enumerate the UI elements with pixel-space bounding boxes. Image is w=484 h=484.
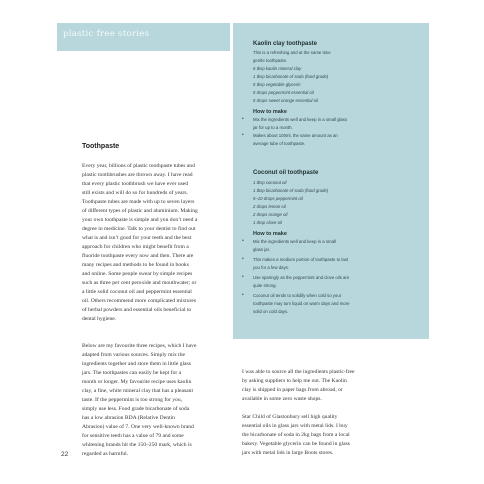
section-title: Toothpaste: [82, 143, 120, 150]
step-line: Mix the ingredients well and keep in a small glass: [253, 117, 348, 122]
body-line: jars. The toothpastes can easily be kept for a: [82, 370, 182, 376]
body-line: Toothpaste tubes are made with up to seven layers: [82, 199, 195, 205]
body-line: simply use less. Food grade bicarbonate of soda: [82, 406, 190, 412]
body-line: of herbal powders and essential oils beneficial to: [82, 307, 192, 313]
step-line: This makes a medium portion of toothpaste to last: [253, 257, 349, 262]
body-line: essential oils in glass jars with metal lids. I buy: [242, 423, 348, 429]
body-line: still exists and will do so for hundreds of years.: [82, 190, 188, 196]
bullet-icon: •: [242, 256, 244, 262]
body-line: and online. Some people swear by simple recipes: [82, 271, 193, 277]
recipe-intro-line: This is a refreshing and at the same time: [253, 50, 331, 55]
body-line: ingredients together and store them in little glass: [82, 361, 191, 367]
body-line: clay, a fine, white mineral clay that has a pleasant: [82, 388, 193, 394]
body-line: such as three per cent peroxide and mouthwater; or: [82, 280, 197, 286]
body-line: adapted from various sources. Simply mix the: [82, 352, 185, 358]
step-line: Makes about 100ml, the same amount as an: [253, 133, 338, 138]
step-line: Coconut oil tends to solidify when cold so your: [253, 293, 342, 298]
how-to-make-heading: How to make: [253, 231, 287, 237]
step-line: quite strong.: [253, 283, 277, 288]
body-line: for sensitive teeth has a value of 79 and some: [82, 433, 184, 439]
body-line: has a low abrasion RDA (Relative Dentin: [82, 415, 175, 421]
step-line: glass jar.: [253, 247, 270, 252]
body-line: plastic toothbrushes are thrown away. I have read: [82, 172, 193, 178]
step-line: toothpaste may turn liquid on warm days and more: [253, 301, 350, 306]
body-line: Below are my favourite three recipes, which I have: [82, 343, 197, 349]
ingredient-line: 5 drops sweet orange essential oil: [253, 98, 318, 103]
running-header-text: plastic free stories: [63, 29, 150, 39]
ingredient-line: 1 tbsp bicarbonate of soda (food grade): [253, 188, 329, 193]
body-line: a little solid coconut oil and peppermint essential: [82, 289, 192, 295]
body-line: jars with metal lids in large Boots stores.: [242, 450, 334, 456]
bullet-icon: •: [242, 116, 244, 122]
step-line: Use sparingly as the peppermint and clove oils are: [253, 275, 350, 280]
ingredient-line: 5–10 drops peppermint oil: [253, 196, 303, 201]
body-line: oil. Others recommend more complicated mixtures: [82, 298, 197, 304]
page-number: 22: [61, 451, 69, 458]
bullet-icon: •: [242, 132, 244, 138]
body-line: that every plastic toothbrush we have ever used: [82, 181, 189, 187]
body-line: fluoride toothpaste every now and then. There are: [82, 253, 194, 259]
body-line: I was able to source all the ingredients plastic-free: [242, 369, 355, 375]
body-line: month or longer. My favourite recipe uses kaolin: [82, 379, 192, 385]
recipe-title: Kaolin clay toothpaste: [253, 41, 318, 47]
bullet-icon: •: [242, 292, 244, 298]
ingredient-line: 1 drop clove oil: [253, 220, 282, 225]
recipe-intro-line: gentle toothpaste.: [253, 58, 288, 63]
ingredient-line: 2 drops orange oil: [253, 212, 288, 217]
bullet-icon: •: [242, 238, 244, 244]
body-line: Abrasion) value of 7. One very well-known brand: [82, 424, 194, 430]
running-header: [57, 23, 230, 51]
body-line: Star Child of Glastonbury sell high quality: [242, 414, 338, 420]
body-line: many recipes and methods to be found in books: [82, 262, 189, 268]
body-line: whitening brands hit the 150–250 mark, which is: [82, 442, 192, 448]
body-line: degree in medicine. Talk to your dentist to find out: [82, 226, 196, 232]
body-line: what is and isn’t good for your teeth and the best: [82, 235, 192, 241]
body-line: taste. If the peppermint is too strong for you,: [82, 397, 183, 403]
ingredient-line: 5 drops peppermint essential oil: [253, 90, 314, 95]
body-line: available in some zero waste shops.: [242, 396, 322, 402]
step-line: average tube of toothpaste.: [253, 141, 306, 146]
body-line: dental hygiene.: [82, 316, 117, 322]
step-line: you for a few days.: [253, 265, 290, 270]
step-line: Mix the ingredients well and keep in a small: [253, 239, 336, 244]
how-to-make-heading: How to make: [253, 109, 287, 115]
step-line: solid on cold days.: [253, 309, 289, 314]
body-line: by asking suppliers to help me out. The Kaolin: [242, 378, 347, 384]
ingredient-line: 6 tbsp kaolin mineral clay: [253, 66, 302, 71]
recipe-sidebar: [233, 23, 429, 339]
body-line: Every year, billions of plastic toothpaste tubes and: [82, 163, 195, 169]
body-line: bakery. Vegetable glycerin can be found in glass: [242, 441, 350, 447]
ingredient-line: 2 drops lemon oil: [253, 204, 286, 209]
bullet-icon: •: [242, 274, 244, 280]
body-line: of different types of plastic and aluminium. Making: [82, 208, 198, 214]
ingredient-line: 1 tbsp coconut oil: [253, 180, 287, 185]
body-line: clay is shipped in paper bags from abroad, or: [242, 387, 343, 393]
body-line: the bicarbonate of soda in 2kg bags from a local: [242, 432, 350, 438]
step-line: jar for up to a month.: [253, 125, 293, 130]
recipe-title: Coconut oil toothpaste: [253, 170, 319, 176]
body-line: regarded as harmful.: [82, 451, 129, 457]
body-line: your own toothpaste is simple and you don’t need a: [82, 217, 198, 223]
body-line: approach for children who might benefit from a: [82, 244, 189, 250]
ingredient-line: 1 tbsp bicarbonate of soda (food grade): [253, 74, 329, 79]
ingredient-line: 5 tbsp vegetable glycerin: [253, 82, 301, 87]
